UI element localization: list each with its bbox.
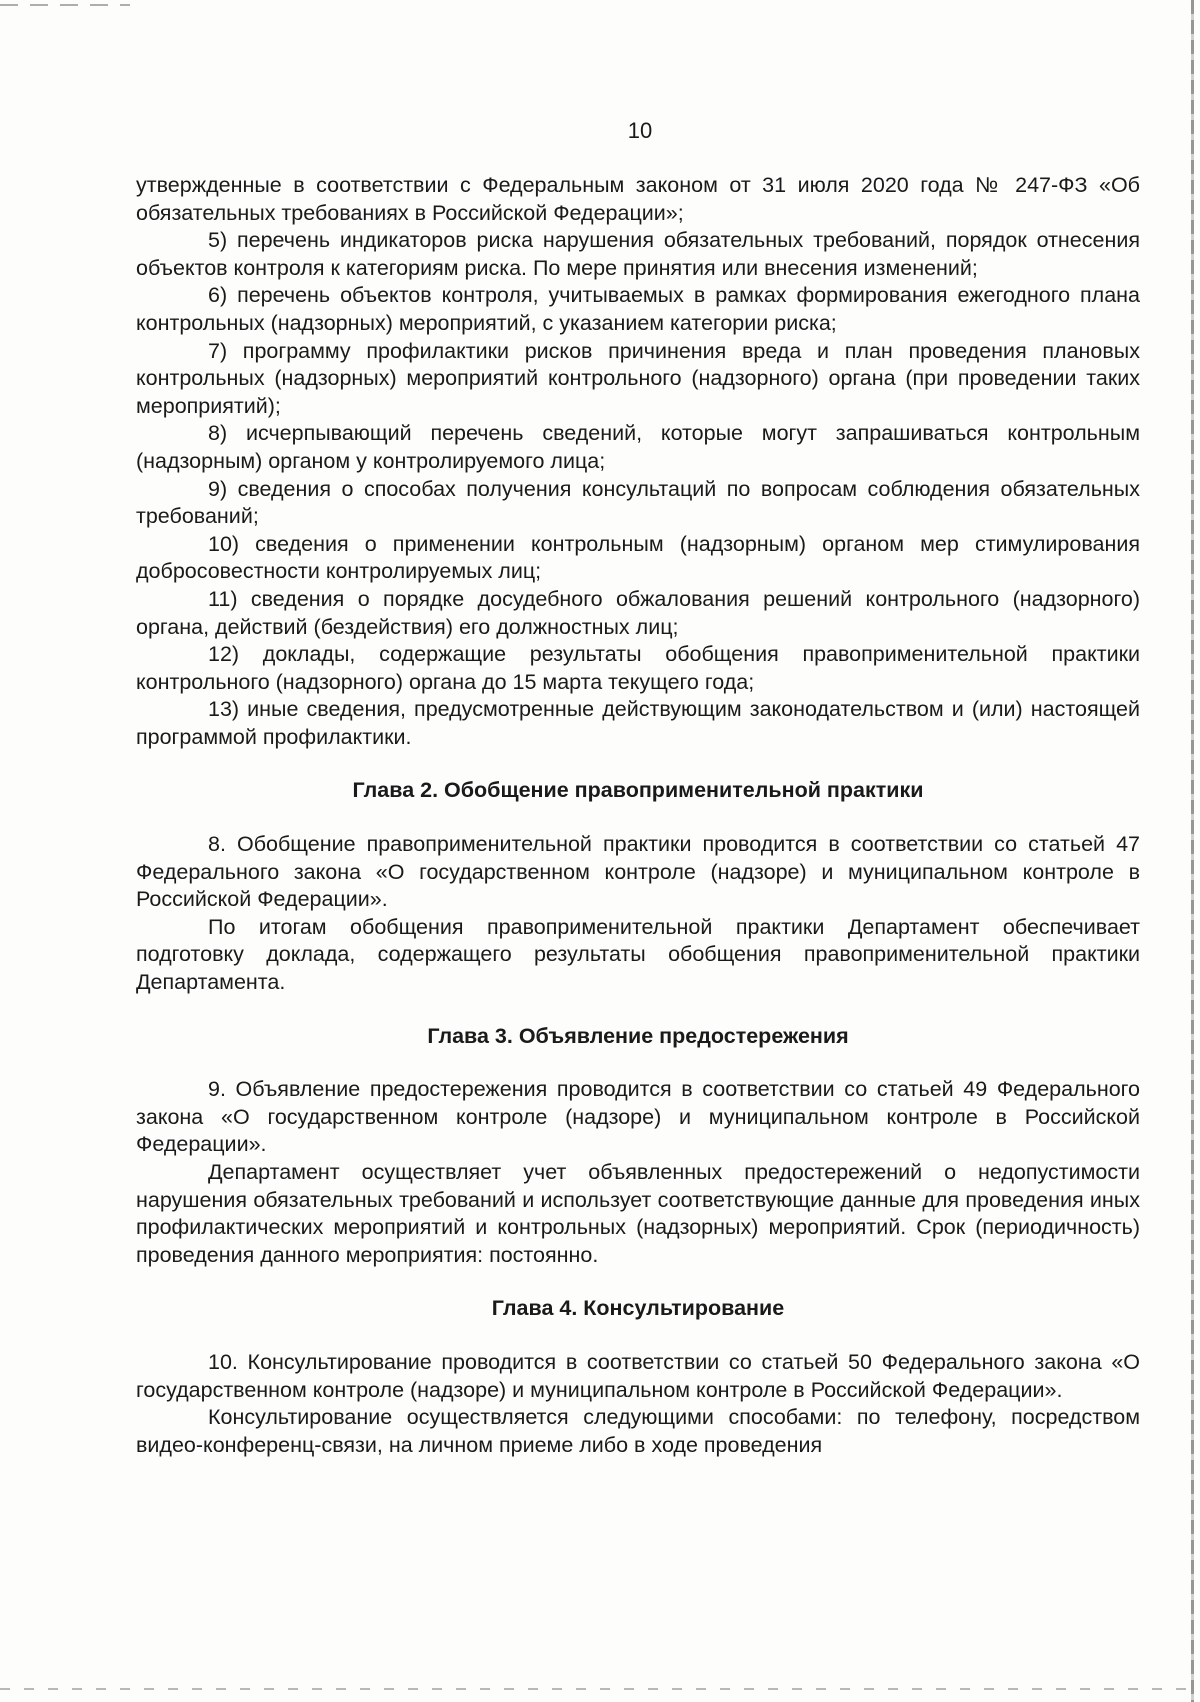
document-body	[136, 172, 1140, 1459]
list-item-12: 12) доклады, содержащие результаты обобщения правоприменительной практики контрольного (надзорного) органа до 15 марта текущего года;	[136, 642, 1140, 694]
chapter-4-paragraph: Консультирование осуществляется следующими способами: по телефону, посредством видео-конференц-связи, на личном приеме либо в ходе проведения	[136, 1405, 1140, 1457]
chapter-4-heading: Глава 4. Консультирование	[491, 1296, 785, 1321]
chapter-2-paragraph: 8. Обобщение правоприменительной практики проводится в соответствии со статьей 47 Федерального закона «О государственном контроле (надзоре) и муниципальном контроле в Российской Федерации».	[136, 832, 1140, 912]
list-item-9: 9) сведения о способах получения консультаций по вопросам соблюдения обязательных требований;	[136, 476, 1140, 529]
scan-artifact-bottom	[0, 1688, 1200, 1690]
list-item-8: 8) исчерпывающий перечень сведений, которые могут запрашиваться контрольным (надзорным) органом у контролируемого лица;	[136, 421, 1140, 473]
chapter-2-heading: Глава 2. Обобщение правоприменительной практики	[352, 778, 924, 803]
scan-artifact-top	[0, 4, 130, 6]
paragraph-continuation: утвержденные в соответствии с Федеральным законом от 31 июля 2020 года № 247-ФЗ «Об обязательных требованиях в Российской Федерации»;	[136, 173, 1140, 225]
chapter-4-paragraph: 10. Консультирование проводится в соответствии со статьей 50 Федерального закона «О государственном контроле (надзоре) и муниципальном контроле в Российской Федерации».	[136, 1349, 1140, 1402]
chapter-3-paragraph: 9. Объявление предостережения проводится в соответствии со статьей 49 Федерального закона «О государственном контроле (надзоре) и муниципальном контроле в Российской Федерации».	[136, 1077, 1140, 1157]
scan-artifact-right-edge	[1191, 0, 1194, 1702]
list-item-7: 7) программу профилактики рисков причинения вреда и план проведения плановых контрольных (надзорных) мероприятий контрольного (надзорного) органа (при проведении таких мероприятий);	[136, 338, 1140, 418]
list-item-10: 10) сведения о применении контрольным (надзорным) органом мер стимулирования добросовестности контролируемых лиц;	[136, 531, 1140, 584]
chapter-3-paragraph: Департамент осуществляет учет объявленных предостережений о недопустимости нарушения обязательных требований и использует соответствующие данные для проведения иных профилактических мероприятий и контрольных (надзорных) мероприятий. Срок (периодичность) проведения данного мероприятия: постоянно.	[136, 1160, 1140, 1267]
list-item-11: 11) сведения о порядке досудебного обжалования решений контрольного (надзорного) органа, действий (бездействия) его должностных лиц;	[136, 586, 1140, 639]
page-number: 10	[627, 118, 653, 143]
chapter-2-paragraph: По итогам обобщения правоприменительной практики Департамент обеспечивает подготовку доклада, содержащего результаты обобщения правоприменительной практики Департамента.	[136, 914, 1140, 995]
list-item-5: 5) перечень индикаторов риска нарушения обязательных требований, порядок отнесения объектов контроля к категориям риска. По мере принятия или внесения изменений;	[136, 228, 1140, 280]
list-item-13: 13) иные сведения, предусмотренные действующим законодательством и (или) настоящей программой профилактики.	[136, 697, 1140, 749]
list-item-6: 6) перечень объектов контроля, учитываемых в рамках формирования ежегодного плана контрольных (надзорных) мероприятий, с указанием категории риска;	[136, 283, 1140, 335]
chapter-3-heading: Глава 3. Объявление предостережения	[427, 1023, 849, 1048]
